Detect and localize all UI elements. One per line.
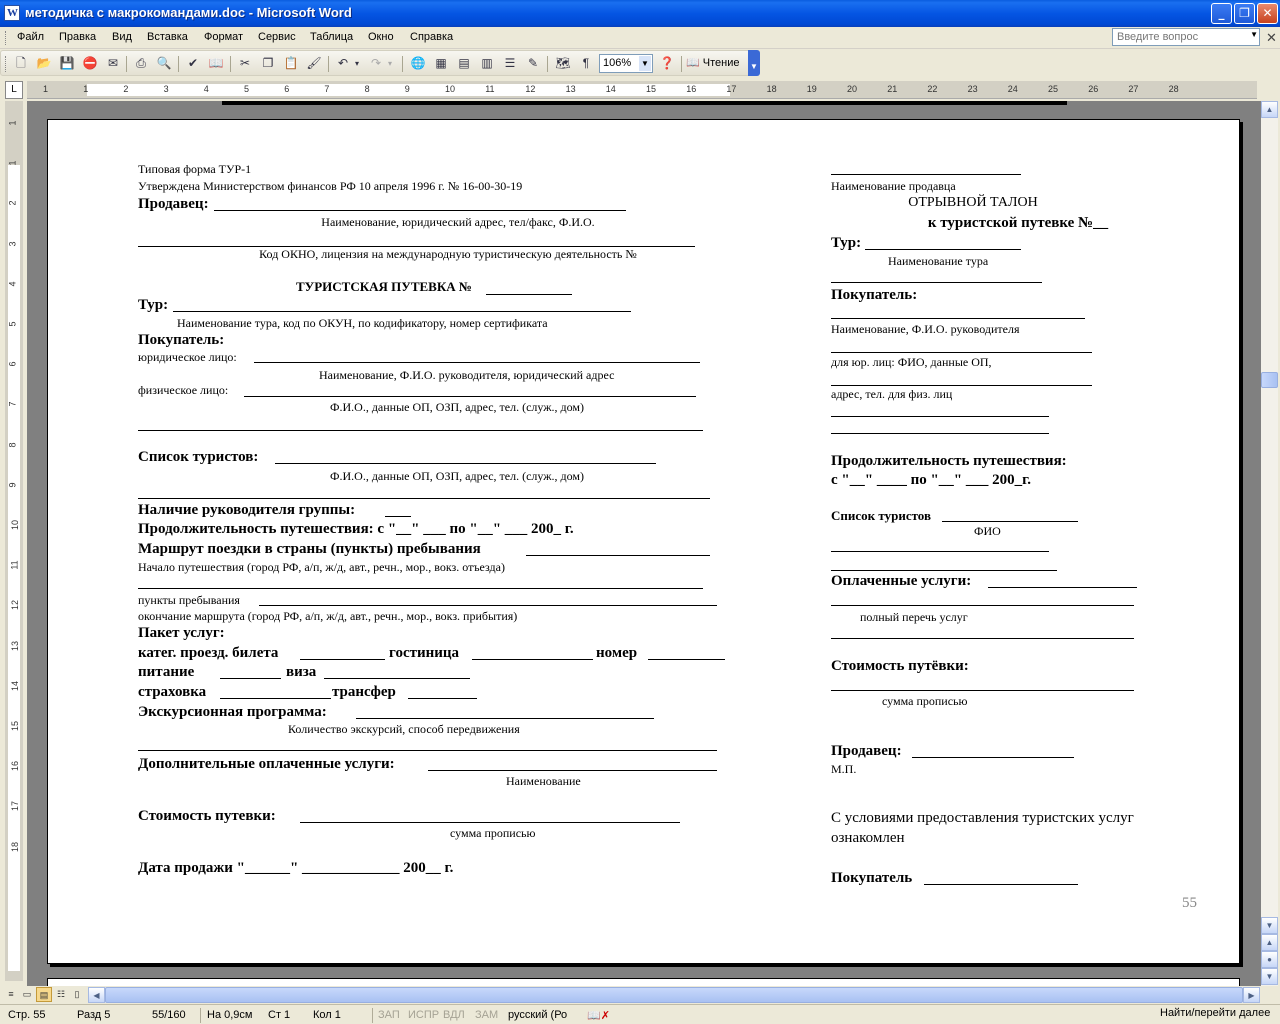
document-close-icon[interactable]: ✕ — [1266, 30, 1277, 45]
permission-icon[interactable]: ⛔ — [82, 56, 98, 70]
voucher-cost-hint: сумма прописью — [450, 826, 536, 840]
group-leader-label: Наличие руководителя группы: — [138, 502, 356, 518]
horizontal-scrollbar[interactable] — [88, 987, 1260, 1003]
status-section[interactable]: Разд 5 — [77, 1009, 111, 1021]
redo-dropdown-icon[interactable]: ▾ — [387, 59, 392, 68]
physical-person-hint: Ф.И.О., данные ОП, ОЗП, адрес, тел. (служ., дом) — [330, 400, 585, 414]
next-page-icon[interactable]: ▼ — [1261, 968, 1278, 985]
scroll-down-icon[interactable]: ▼ — [1261, 917, 1278, 934]
research-icon[interactable]: 📖 — [208, 56, 224, 70]
spelling-icon[interactable]: ✔ — [187, 56, 199, 70]
stub-paid-hint: полный перечь услуг — [860, 610, 968, 624]
ruler-mark: 18 — [766, 84, 777, 94]
open-folder-icon[interactable]: 📂 — [36, 56, 52, 70]
ruler-mark: 18 — [10, 841, 21, 852]
maximize-button[interactable]: ❐ — [1234, 3, 1255, 24]
page[interactable] — [47, 119, 1240, 964]
tourists-label: Список туристов: — [138, 449, 259, 465]
ruler-mark: 22 — [927, 84, 938, 94]
group-leader-line[interactable] — [385, 516, 411, 517]
vertical-ruler[interactable] — [5, 101, 23, 981]
ruler-mark: 2 — [7, 200, 18, 206]
new-document-icon[interactable]: 🗋 — [16, 56, 26, 70]
find-next-label: Найти/перейти далее — [1160, 1007, 1271, 1019]
reading-layout-label: Чтение — [702, 57, 740, 69]
ruler-mark: 23 — [967, 84, 978, 94]
ruler-mark: 14 — [605, 84, 616, 94]
stay-points-line[interactable] — [259, 605, 717, 606]
duration-label: Продолжительность путешествия: с "__" ___ по "__" ___ 200_ г. — [138, 521, 574, 537]
status-overtype[interactable]: ЗАМ — [475, 1009, 499, 1021]
seller-line[interactable] — [214, 210, 626, 211]
voucher-title: ТУРИСТСКАЯ ПУТЕВКА № — [296, 279, 472, 294]
ticket-label: катег. проезд. билета — [138, 645, 279, 661]
print-icon[interactable]: ⎙ — [136, 56, 146, 70]
toolbar-separator — [547, 56, 548, 72]
menu-window[interactable]: Окно — [368, 31, 394, 43]
scroll-right-icon[interactable]: ▶ — [1243, 987, 1260, 1003]
ruler-mark: 12 — [10, 600, 21, 611]
toolbar-options-icon[interactable]: ▼ — [748, 50, 760, 76]
chevron-down-icon[interactable]: ▼ — [639, 56, 651, 71]
stub-paid-line-2[interactable] — [831, 605, 1134, 606]
physical-person-line[interactable] — [244, 396, 696, 397]
status-line[interactable]: Ст 1 — [268, 1009, 291, 1021]
stub-cost-label: Стоимость путёвки: — [831, 658, 969, 674]
ruler-mark: 1 — [83, 84, 89, 94]
ruler-mark: 1 — [7, 120, 18, 126]
ruler-mark: 25 — [1048, 84, 1059, 94]
copy-icon[interactable]: ❐ — [262, 56, 274, 70]
sale-date: Дата продажи "______" _____________ 200__ г. — [138, 860, 454, 876]
toolbar-separator — [402, 56, 403, 72]
menu-insert[interactable]: Вставка — [147, 31, 188, 43]
menu-bar — [0, 27, 1280, 49]
stub-buyer-sign-line[interactable] — [924, 884, 1078, 885]
help-icon[interactable]: ❓ — [659, 56, 675, 70]
paste-icon[interactable]: 📋 — [283, 56, 299, 70]
package-label: Пакет услуг: — [138, 625, 225, 641]
stub-physical-hint: адрес, тел. для физ. лиц — [831, 387, 953, 401]
ask-question-input[interactable] — [1112, 28, 1260, 46]
status-page[interactable]: Стр. 55 — [8, 1009, 46, 1021]
stub-tour-label: Тур: — [831, 235, 862, 251]
excursion-line[interactable] — [356, 718, 654, 719]
voucher-cost-line[interactable] — [300, 822, 680, 823]
undo-icon[interactable]: ↶ — [337, 56, 349, 70]
ruler-mark: 10 — [10, 519, 21, 531]
view-and-scroll-row — [0, 986, 1280, 1004]
zoom-select[interactable] — [599, 54, 653, 73]
seller-name-hint: Наименование продавца — [831, 179, 956, 193]
redo-icon[interactable]: ↷ — [370, 56, 382, 70]
window-title: методичка с макрокомандами.doc - Microsoft Word — [25, 5, 352, 20]
stub-cost-hint: сумма прописью — [882, 694, 968, 708]
toolbar-separator — [178, 56, 179, 72]
ruler-mark: 3 — [7, 241, 18, 247]
menu-table[interactable]: Таблица — [310, 31, 354, 43]
stay-points-label: пункты пребывания — [138, 593, 240, 607]
status-bar — [0, 1004, 1280, 1024]
ruler-mark: 12 — [525, 84, 536, 94]
tourists-line-2[interactable] — [138, 498, 710, 499]
scroll-left-icon[interactable]: ◀ — [88, 987, 105, 1003]
minimize-button[interactable]: _ — [1211, 3, 1232, 24]
status-record-macro[interactable]: ЗАП — [378, 1009, 400, 1021]
ruler-mark: 5 — [7, 321, 18, 327]
voucher-number-line[interactable] — [486, 294, 572, 295]
menu-tools[interactable]: Сервис — [258, 31, 296, 43]
ruler-mark: 11 — [9, 560, 20, 570]
stub-cost-line[interactable] — [831, 690, 1134, 691]
stub-tourists-label: Список туристов — [831, 508, 931, 523]
reading-layout-icon[interactable]: ▯ — [74, 989, 80, 999]
stub-tourists-hint: ФИО — [974, 524, 1001, 538]
insurance-label: страховка — [138, 684, 207, 700]
route-line[interactable] — [526, 555, 710, 556]
menu-help[interactable]: Справка — [410, 31, 454, 43]
legal-entity-label: юридическое лицо: — [138, 350, 237, 364]
extra-services-hint: Наименование — [506, 774, 581, 788]
terms-line-1: С условиями предоставления туристских услуг — [831, 810, 1134, 826]
stub-tourists-line-2[interactable] — [831, 551, 1049, 552]
tour-hint: Наименование тура, код по ОКУН, по кодификатору, номер сертификата — [177, 316, 548, 330]
stub-legal-hint: для юр. лиц: ФИО, данные ОП, — [831, 355, 992, 369]
tab-selector-icon[interactable]: L — [5, 81, 23, 99]
insert-table-icon[interactable]: ▤ — [458, 56, 470, 70]
room-line[interactable] — [648, 659, 725, 660]
ruler-mark: 14 — [10, 680, 21, 691]
stub-buyer-line-4[interactable] — [831, 416, 1049, 417]
meals-line[interactable] — [220, 678, 281, 679]
ruler-mark: 11 — [485, 84, 495, 94]
stub-buyer-line-2[interactable] — [831, 352, 1092, 353]
ruler-mark: 8 — [7, 442, 18, 448]
ruler-mark: 1 — [7, 160, 18, 166]
toolbar-separator — [681, 56, 682, 72]
ruler-mark: 21 — [887, 84, 898, 94]
ruler-mark: 4 — [203, 84, 209, 94]
reading-layout-button[interactable]: 📖 Чтение — [686, 57, 740, 69]
columns-icon[interactable]: ☰ — [504, 56, 516, 70]
visa-label: виза — [286, 664, 317, 680]
ruler-mark: 13 — [10, 640, 21, 651]
chevron-down-icon[interactable]: ▼ — [1250, 30, 1258, 39]
normal-view-icon[interactable]: ≡ — [8, 989, 14, 999]
ruler-mark: 8 — [364, 84, 370, 94]
select-browse-object-icon[interactable]: ● — [1261, 951, 1278, 968]
visa-line[interactable] — [324, 678, 470, 679]
stub-buyer-sign-label: Покупатель — [831, 870, 913, 886]
stamp-label: М.П. — [831, 762, 857, 776]
word-app-icon[interactable]: W — [4, 5, 20, 21]
vertical-scroll-thumb[interactable] — [1261, 372, 1278, 388]
close-button[interactable]: ✕ — [1257, 3, 1278, 24]
drawing-icon[interactable]: ✎ — [527, 56, 539, 70]
ruler-mark: 27 — [1128, 84, 1139, 94]
ruler-mark: 7 — [324, 84, 330, 94]
web-layout-icon[interactable]: ▭ — [22, 989, 32, 999]
ruler-mark: 4 — [7, 281, 18, 287]
insurance-line[interactable] — [220, 698, 331, 699]
ruler-mark: 26 — [1088, 84, 1099, 94]
tourists-line[interactable] — [275, 463, 656, 464]
trip-start-label: Начало путешествия (город РФ, а/п, ж/д, авт., речн., мор., вокз. отъезда) — [138, 560, 505, 574]
extra-services-label: Дополнительные оплаченные услуги: — [138, 756, 395, 772]
room-label: номер — [596, 645, 638, 661]
menu-grip[interactable] — [5, 31, 8, 45]
voucher-cost-label: Стоимость путевки: — [138, 808, 276, 824]
tour-label: Тур: — [138, 297, 169, 313]
menu-file[interactable]: Файл — [17, 31, 45, 43]
email-icon[interactable]: ✉ — [107, 56, 119, 70]
cut-icon[interactable]: ✂ — [239, 56, 251, 70]
terms-line-2: ознакомлен — [831, 830, 905, 846]
ruler-mark: 24 — [1007, 84, 1018, 94]
stub-subtitle: к туристской путевке №__ — [927, 215, 1109, 231]
tour-line[interactable] — [173, 311, 631, 312]
vertical-scrollbar[interactable] — [1261, 101, 1278, 986]
horizontal-scroll-thumb[interactable] — [105, 987, 1243, 1003]
buyer-label: Покупатель: — [138, 332, 225, 348]
ruler-mark: 6 — [7, 361, 18, 367]
physical-person-line-2[interactable] — [138, 430, 703, 431]
seller-name-line[interactable] — [831, 174, 1021, 175]
stub-tourists-line-3[interactable] — [831, 570, 1057, 571]
stub-leader-hint: Наименование, Ф.И.О. руководителя — [831, 322, 1020, 336]
stub-duration-label: Продолжительность путешествия: — [831, 453, 1067, 469]
route-label: Маршрут поездки в страны (пункты) пребывания — [138, 541, 481, 557]
ruler-mark: 2 — [123, 84, 129, 94]
route-end-label: окончание маршрута (город РФ, а/п, ж/д, авт., речн., мор., вокз. прибытия) — [138, 609, 518, 623]
insert-excel-icon[interactable]: ▥ — [481, 56, 493, 70]
okno-hint: Код ОКНО, лицензия на международную туристическую деятельность № — [259, 247, 637, 261]
horizontal-ruler[interactable] — [27, 81, 1257, 99]
transfer-label: трансфер — [332, 684, 396, 700]
ruler-mark: 15 — [10, 720, 21, 732]
scroll-up-icon[interactable]: ▲ — [1261, 101, 1278, 118]
toolbar-grip[interactable] — [5, 56, 8, 72]
excursion-hint: Количество экскурсий, способ передвижения — [288, 722, 520, 736]
ruler-mark: 7 — [7, 401, 18, 407]
stub-tour-hint: Наименование тура — [888, 254, 989, 268]
extra-services-line[interactable] — [428, 770, 717, 771]
ruler-mark: 28 — [1168, 84, 1179, 94]
status-language[interactable]: русский (Ро — [508, 1009, 568, 1021]
undo-dropdown-icon[interactable]: ▾ — [354, 59, 359, 68]
meals-label: питание — [138, 664, 195, 680]
legal-entity-line[interactable] — [254, 362, 700, 363]
tourists-hint: Ф.И.О., данные ОП, ОЗП, адрес, тел. (служ., дом) — [330, 469, 585, 483]
ruler-mark: 17 — [10, 801, 21, 812]
show-formatting-icon[interactable]: ¶ — [582, 56, 590, 70]
ruler-mark: 15 — [646, 84, 657, 94]
stub-paid-label: Оплаченные услуги: — [831, 573, 972, 589]
excursion-label: Экскурсионная программа: — [138, 704, 327, 720]
legal-entity-hint: Наименование, Ф.И.О. руководителя, юридический адрес — [319, 368, 615, 382]
form-type: Типовая форма ТУР-1 — [138, 162, 252, 176]
previous-page-icon[interactable]: ▲ — [1261, 934, 1278, 951]
transfer-line[interactable] — [408, 698, 477, 699]
page-number: 55 — [1182, 895, 1197, 911]
format-painter-icon[interactable]: 🖌 — [306, 56, 322, 70]
status-column[interactable]: Кол 1 — [313, 1009, 341, 1021]
hotel-line[interactable] — [472, 659, 593, 660]
ruler-mark: 9 — [7, 482, 18, 488]
status-separator — [372, 1008, 373, 1023]
spelling-status-icon[interactable]: 📖✗ — [587, 1010, 610, 1022]
ask-question-placeholder: Введите вопрос — [1117, 31, 1199, 43]
excursion-line-2[interactable] — [138, 750, 717, 751]
status-separator — [200, 1008, 201, 1023]
save-icon[interactable]: 💾 — [59, 56, 75, 70]
status-extend[interactable]: ВДЛ — [443, 1009, 465, 1021]
stub-duration-value: с "__" ____ по "__" ___ 200_г. — [831, 472, 1031, 488]
document-map-icon[interactable]: 🗺 — [555, 56, 571, 70]
stub-seller-label: Продавец: — [831, 743, 902, 759]
stub-tour-line[interactable] — [865, 249, 1021, 250]
print-preview-icon[interactable]: 🔍 — [156, 56, 172, 70]
seller-label: Продавец: — [138, 196, 209, 212]
next-page[interactable] — [47, 978, 1240, 986]
ruler-mark: 6 — [284, 84, 290, 94]
document-area[interactable] — [27, 101, 1261, 986]
ruler-mark: 1 — [43, 84, 49, 94]
ruler-mark: 3 — [163, 84, 169, 94]
ruler-mark: 5 — [244, 84, 250, 94]
toolbar-separator — [328, 56, 329, 72]
hotel-label: гостиница — [389, 645, 460, 661]
ruler-mark: 16 — [686, 84, 697, 94]
toolbar-separator — [230, 56, 231, 72]
stub-buyer-label: Покупатель: — [831, 287, 918, 303]
ruler-mark: 20 — [847, 84, 858, 94]
ruler-mark: 19 — [806, 84, 817, 94]
ruler-mark: 17 — [726, 84, 737, 94]
menu-format[interactable]: Формат — [204, 31, 244, 43]
ruler-mark: 9 — [404, 84, 410, 94]
previous-page-edge — [222, 101, 1067, 105]
stub-seller-line[interactable] — [912, 757, 1074, 758]
trip-start-line[interactable] — [138, 588, 703, 589]
tables-borders-icon[interactable]: ▦ — [435, 56, 447, 70]
stub-paid-line-3[interactable] — [831, 638, 1134, 639]
seller-hint: Наименование, юридический адрес, тел/факс, Ф.И.О. — [321, 215, 595, 229]
physical-person-label: физическое лицо: — [138, 383, 229, 397]
find-next-button[interactable] — [1160, 1007, 1278, 1023]
outline-view-icon[interactable]: ☷ — [56, 989, 66, 999]
menu-edit[interactable]: Правка — [59, 31, 97, 43]
ruler-mark: 13 — [565, 84, 576, 94]
hyperlink-icon[interactable]: 🌐 — [410, 56, 426, 70]
ruler-mark: 16 — [10, 761, 21, 772]
stub-tourists-line[interactable] — [942, 521, 1078, 522]
approved-by: Утверждена Министерством финансов РФ 10 апреля 1996 г. № 16-00-30-19 — [138, 179, 523, 193]
stub-paid-line[interactable] — [988, 587, 1137, 588]
status-position[interactable]: На 0,9см — [207, 1009, 253, 1021]
stub-buyer-line-3[interactable] — [831, 385, 1092, 386]
print-layout-icon[interactable]: ▤ — [36, 987, 52, 1002]
stub-tour-line-2[interactable] — [831, 282, 1042, 283]
status-track-changes[interactable]: ИСПР — [408, 1009, 440, 1021]
title-bar — [0, 0, 1280, 27]
ruler-mark: 10 — [445, 84, 456, 94]
zoom-value: 106% — [603, 57, 632, 69]
stub-buyer-line-5[interactable] — [831, 433, 1049, 434]
ticket-line[interactable] — [300, 659, 385, 660]
toolbar-separator — [126, 56, 127, 72]
standard-toolbar — [0, 50, 760, 76]
status-page-count[interactable]: 55/160 — [152, 1009, 186, 1021]
stub-title: ОТРЫВНОЙ ТАЛОН — [908, 195, 1038, 210]
stub-buyer-line[interactable] — [831, 318, 1085, 319]
menu-view[interactable]: Вид — [112, 31, 132, 43]
